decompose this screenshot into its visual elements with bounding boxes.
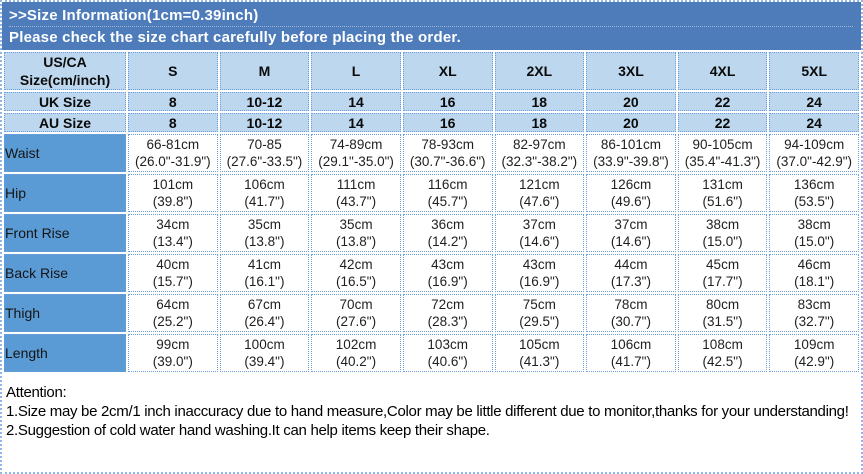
cm-value: 35cm: [339, 217, 373, 232]
inch-value: (40.2"): [336, 354, 377, 369]
region-size-value: 22: [678, 92, 768, 111]
measurement-cell: [495, 254, 585, 292]
measurement-cell: [128, 334, 218, 372]
measurement-row: [4, 214, 859, 252]
cm-value: 103cm: [427, 337, 468, 352]
cm-value: 64cm: [156, 297, 190, 312]
region-size-value: 18: [495, 92, 585, 111]
measurement-row-label: Back Rise: [4, 254, 126, 292]
inch-value: (27.6"): [336, 314, 377, 329]
measurement-cell: [495, 174, 585, 212]
inch-value: (40.6"): [427, 354, 468, 369]
cm-value: 70cm: [339, 297, 373, 312]
measurement-cell: [311, 334, 401, 372]
inch-value: (15.7"): [152, 274, 193, 289]
size-column-header: XL: [403, 52, 493, 90]
measurement-row-label: Front Rise: [4, 214, 126, 252]
region-size-value: 10-12: [220, 92, 310, 111]
measurement-row-label: Thigh: [4, 294, 126, 332]
inch-value: (16.9"): [519, 274, 560, 289]
measurement-cell: [403, 134, 493, 172]
measurement-cell: [128, 134, 218, 172]
cm-value: 74-89cm: [329, 137, 383, 152]
cm-value: 43cm: [522, 257, 556, 272]
measurement-cell: [220, 294, 310, 332]
size-column-header: 4XL: [678, 52, 768, 90]
size-column-header: L: [311, 52, 401, 90]
region-size-value: 14: [311, 92, 401, 111]
cm-value: 37cm: [614, 217, 648, 232]
cm-value: 131cm: [702, 177, 743, 192]
cm-value: 94-109cm: [784, 137, 845, 152]
measurement-cell: [403, 254, 493, 292]
inch-value: (15.0"): [794, 234, 835, 249]
inch-value: (14.6"): [610, 234, 651, 249]
measurement-cell: [403, 334, 493, 372]
cm-value: 46cm: [797, 257, 831, 272]
region-size-value: 18: [495, 113, 585, 132]
measurement-row-label: Hip: [4, 174, 126, 212]
banner-title: >>Size Information(1cm=0.39inch): [9, 5, 853, 27]
cm-value: 109cm: [793, 337, 835, 352]
corner-header-cell: [4, 52, 126, 90]
measurement-cell: [311, 214, 401, 252]
cm-value: 108cm: [702, 337, 743, 352]
region-size-value: 22: [678, 113, 768, 132]
size-chart-body: [4, 52, 859, 372]
inch-value: (42.9"): [794, 354, 835, 369]
region-size-value: 8: [128, 92, 218, 111]
measurement-row: [4, 294, 859, 332]
inch-value: (39.0"): [152, 354, 193, 369]
cm-value: 106cm: [244, 177, 285, 192]
cm-value: 111cm: [336, 177, 376, 192]
inch-value: (26.4"): [244, 314, 285, 329]
inch-value: (30.7"): [610, 314, 651, 329]
banner-subtitle: Please check the size chart carefully before placing the order.: [9, 29, 461, 46]
inch-value: (17.3"): [610, 274, 651, 289]
corner-header-line2: Size(cm/inch): [19, 72, 111, 88]
measurement-row: [4, 254, 859, 292]
measurement-cell: [678, 294, 768, 332]
cm-value: 82-97cm: [513, 137, 566, 152]
cm-value: 105cm: [519, 337, 560, 352]
inch-value: (26.0"-31.9"): [135, 154, 211, 169]
measurement-cell: [678, 214, 768, 252]
region-size-value: 16: [403, 92, 493, 111]
measurement-cell: [128, 174, 218, 212]
region-size-value: 14: [311, 113, 401, 132]
inch-value: (29.5"): [519, 314, 560, 329]
measurement-cell: [128, 254, 218, 292]
measurement-cell: [220, 134, 310, 172]
measurement-cell: [769, 214, 859, 252]
cm-value: 86-101cm: [600, 137, 661, 152]
cm-value: 100cm: [244, 337, 285, 352]
inch-value: (27.6"-33.5"): [226, 154, 303, 169]
cm-value: 38cm: [797, 217, 831, 232]
inch-value: (43.7"): [336, 194, 377, 209]
measurement-cell: [220, 254, 310, 292]
size-header-row: [4, 52, 859, 90]
banner: [2, 2, 861, 50]
measurement-row-label: Waist: [4, 134, 126, 172]
cm-value: 37cm: [522, 217, 556, 232]
measurement-row: [4, 334, 859, 372]
measurement-cell: [769, 294, 859, 332]
inch-value: (33.9"-39.8"): [593, 154, 669, 169]
cm-value: 35cm: [247, 217, 281, 232]
cm-value: 78cm: [614, 297, 648, 312]
attention-note-2: 2.Suggestion of cold water hand washing.It can help items keep their shape.: [6, 422, 490, 439]
measurement-cell: [495, 134, 585, 172]
inch-value: (25.2"): [152, 314, 193, 329]
measurement-cell: [678, 254, 768, 292]
cm-value: 101cm: [152, 177, 194, 192]
attention-title: Attention:: [6, 384, 67, 401]
inch-value: (16.1"): [244, 274, 285, 289]
attention-note-1: 1.Size may be 2cm/1 inch inaccuracy due to hand measure,Color may be little different due to monitor,thanks for your understanding!: [6, 403, 849, 420]
attention-section: [2, 374, 861, 440]
inch-value: (13.8"): [244, 234, 285, 249]
cm-value: 72cm: [431, 297, 465, 312]
measurement-cell: [403, 174, 493, 212]
region-size-value: 20: [586, 113, 676, 132]
inch-value: (42.5"): [702, 354, 743, 369]
size-column-header: S: [128, 52, 218, 90]
cm-value: 40cm: [156, 257, 190, 272]
measurement-cell: [311, 134, 401, 172]
cm-value: 38cm: [706, 217, 740, 232]
inch-value: (29.1"-35.0"): [318, 154, 394, 169]
corner-header-line1: US/CA: [43, 54, 87, 70]
cm-value: 70-85: [247, 137, 282, 152]
measurement-cell: [403, 214, 493, 252]
inch-value: (37.0"-42.9"): [776, 154, 852, 169]
inch-value: (16.5"): [336, 274, 377, 289]
inch-value: (32.3"-38.2"): [501, 154, 578, 169]
cm-value: 126cm: [610, 177, 652, 192]
measurement-cell: [678, 174, 768, 212]
region-size-value: 24: [769, 92, 859, 111]
cm-value: 42cm: [339, 257, 373, 272]
cm-value: 80cm: [706, 297, 740, 312]
region-row-label: UK Size: [4, 92, 126, 111]
measurement-row-label: Length: [4, 334, 126, 372]
inch-value: (51.6"): [702, 194, 743, 209]
cm-value: 66-81cm: [146, 137, 200, 152]
measurement-cell: [586, 334, 676, 372]
region-size-value: 20: [586, 92, 676, 111]
measurement-cell: [128, 294, 218, 332]
inch-value: (18.1"): [794, 274, 835, 289]
size-column-header: 5XL: [769, 52, 859, 90]
region-size-row: [4, 92, 859, 111]
inch-value: (41.7"): [610, 354, 651, 369]
inch-value: (35.4"-41.3"): [684, 154, 761, 169]
size-column-header: 3XL: [586, 52, 676, 90]
cm-value: 90-105cm: [692, 137, 753, 152]
measurement-cell: [769, 334, 859, 372]
cm-value: 43cm: [431, 257, 465, 272]
size-column-header: 2XL: [495, 52, 585, 90]
measurement-cell: [403, 294, 493, 332]
measurement-cell: [311, 174, 401, 212]
inch-value: (30.7"-36.6"): [409, 154, 486, 169]
cm-value: 102cm: [335, 337, 377, 352]
region-size-value: 24: [769, 113, 859, 132]
region-size-row: [4, 113, 859, 132]
cm-value: 36cm: [431, 217, 465, 232]
measurement-cell: [220, 334, 310, 372]
inch-value: (28.3"): [427, 314, 468, 329]
measurement-cell: [586, 134, 676, 172]
inch-value: (41.3"): [519, 354, 560, 369]
measurement-cell: [495, 334, 585, 372]
inch-value: (41.7"): [244, 194, 285, 209]
cm-value: 83cm: [797, 297, 831, 312]
cm-value: 106cm: [610, 337, 652, 352]
measurement-cell: [311, 254, 401, 292]
measurement-row: [4, 134, 859, 172]
inch-value: (14.6"): [519, 234, 560, 249]
cm-value: 75cm: [522, 297, 556, 312]
region-size-value: 10-12: [220, 113, 310, 132]
measurement-cell: [769, 254, 859, 292]
measurement-cell: [769, 174, 859, 212]
measurement-cell: [586, 214, 676, 252]
measurement-cell: [495, 214, 585, 252]
inch-value: (39.8"): [152, 194, 193, 209]
cm-value: 34cm: [156, 217, 190, 232]
inch-value: (31.5"): [702, 314, 743, 329]
measurement-cell: [495, 294, 585, 332]
inch-value: (49.6"): [610, 194, 651, 209]
measurement-cell: [220, 174, 310, 212]
region-size-value: 16: [403, 113, 493, 132]
measurement-cell: [769, 134, 859, 172]
cm-value: 41cm: [247, 257, 281, 272]
measurement-row: [4, 174, 859, 212]
cm-value: 99cm: [156, 337, 190, 352]
size-column-header: M: [220, 52, 310, 90]
inch-value: (47.6"): [519, 194, 560, 209]
measurement-cell: [311, 294, 401, 332]
inch-value: (13.4"): [152, 234, 193, 249]
measurement-cell: [128, 214, 218, 252]
cm-value: 78-93cm: [421, 137, 474, 152]
region-row-label: AU Size: [4, 113, 126, 132]
inch-value: (13.8"): [336, 234, 377, 249]
size-chart-table: [2, 50, 861, 374]
cm-value: 44cm: [614, 257, 648, 272]
cm-value: 67cm: [247, 297, 281, 312]
measurement-cell: [678, 334, 768, 372]
measurement-cell: [586, 294, 676, 332]
measurement-cell: [586, 174, 676, 212]
measurement-cell: [586, 254, 676, 292]
cm-value: 121cm: [519, 177, 560, 192]
cm-value: 116cm: [427, 177, 468, 192]
region-size-value: 8: [128, 113, 218, 132]
inch-value: (17.7"): [702, 274, 743, 289]
measurement-cell: [220, 214, 310, 252]
inch-value: (32.7"): [794, 314, 835, 329]
inch-value: (14.2"): [427, 234, 468, 249]
inch-value: (16.9"): [427, 274, 468, 289]
inch-value: (45.7"): [427, 194, 468, 209]
cm-value: 45cm: [706, 257, 740, 272]
inch-value: (39.4"): [244, 354, 285, 369]
inch-value: (53.5"): [794, 194, 835, 209]
measurement-cell: [678, 134, 768, 172]
inch-value: (15.0"): [702, 234, 743, 249]
cm-value: 136cm: [793, 177, 835, 192]
